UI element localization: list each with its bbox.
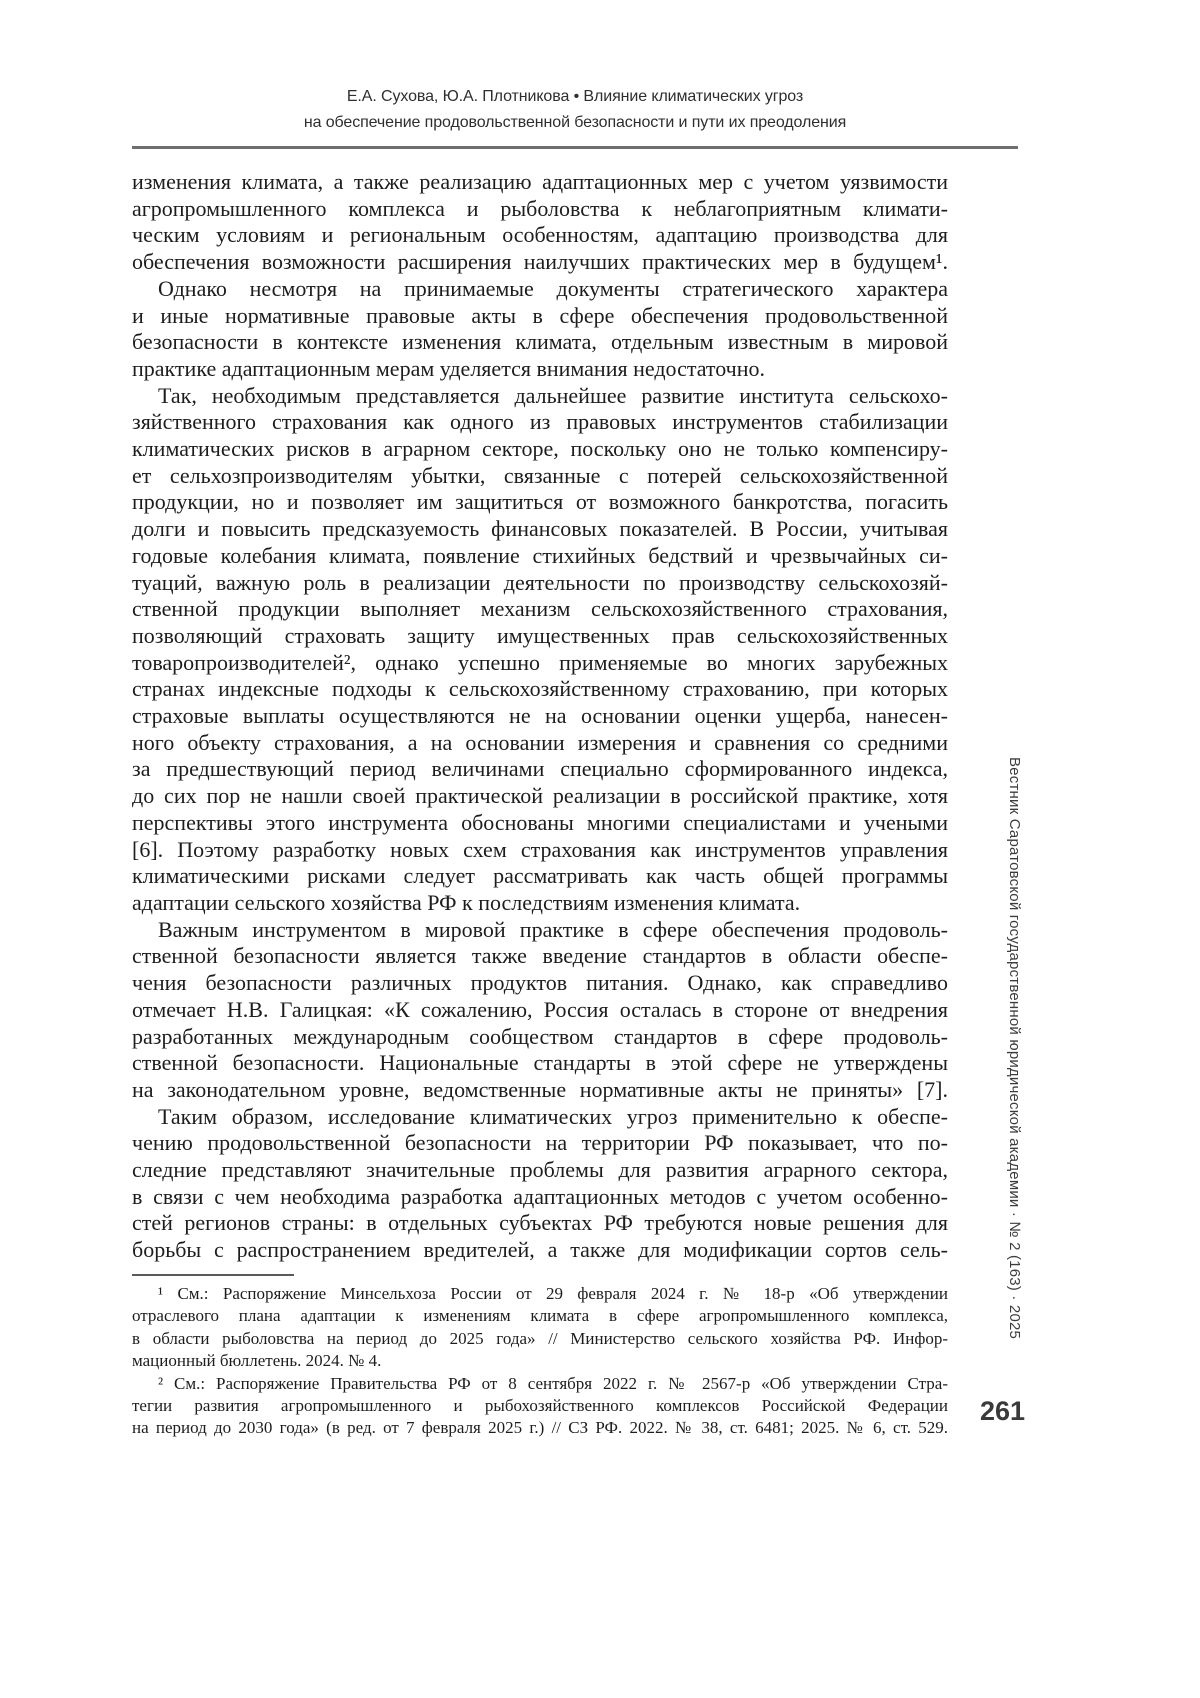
body-text-line: практике адаптационным мерам уделяется внимания недостаточно.: [132, 355, 766, 381]
journal-spine-title: Вестник Саратовской государственной юридической академии · № 2 (163) · 2025: [1006, 757, 1023, 1340]
footnote-separator: [132, 1274, 294, 1276]
body-text-line: странах индексные подходы к сельскохозяйственному страхованию, при которых: [132, 676, 948, 702]
body-text-line: следние представляют значительные проблемы для развития аграрного сектора,: [132, 1157, 948, 1183]
body-text-line: чения безопасности различных продуктов питания. Однако, как справедливо: [132, 970, 948, 996]
body-text-line: на законодательном уровне, ведомственные нормативные акты не приняты» [7].: [132, 1076, 948, 1102]
body-text-line: годовые колебания климата, появление стихийных бедствий и чрезвычайных си-: [132, 542, 948, 568]
footnote-line: ² См.: Распоряжение Правительства РФ от 8 сентября 2022 г. № 2567-р «Об утверждении Стра-: [158, 1373, 948, 1393]
body-text-line: зяйственного страхования как одного из правовых инструментов стабилизации: [132, 409, 948, 435]
body-text-line: страховые выплаты осуществляются не на основании оценки ущерба, нанесен-: [132, 703, 948, 729]
footnote-line: отраслевого плана адаптации к изменениям климата в сфере агропромышленного комплекса,: [132, 1306, 948, 1326]
body-text-line: товаропроизводителей², однако успешно применяемые во многих зарубежных: [132, 649, 948, 675]
body-text-line: борьбы с распространением вредителей, а также для модификации сортов сель-: [132, 1237, 948, 1263]
body-text-line: долги и повысить предсказуемость финансовых показателей. В России, учитывая: [132, 516, 948, 542]
body-text-line: за предшествующий период величинами специально сформированного индекса,: [132, 756, 948, 782]
running-header-title-line: на обеспечение продовольственной безопасности и пути их преодоления: [303, 114, 847, 131]
body-text-line: Однако несмотря на принимаемые документы стратегического характера: [158, 275, 948, 301]
body-text-line: ственной безопасности является также введение стандартов в области обеспе-: [132, 943, 948, 969]
body-text-line: обеспечения возможности расширения наилучших практических мер в будущем¹.: [132, 249, 948, 275]
body-text-line: [6]. Поэтому разработку новых схем страхования как инструментов управления: [132, 836, 948, 862]
body-text-line: агропромышленного комплекса и рыболовства к неблагоприятным климати-: [132, 195, 948, 221]
page-number: 261: [980, 1396, 1026, 1426]
body-text-line: разработанных международным сообществом стандартов в сфере продоволь-: [132, 1023, 948, 1049]
running-header: [132, 84, 1018, 136]
article-body: [132, 169, 948, 1264]
body-text-line: ного объекту страхования, а на основании измерения и сравнения со средними: [132, 729, 948, 755]
body-text-line: ственной безопасности. Национальные стандарты в этой сфере не утверждены: [132, 1050, 948, 1076]
body-text-line: адаптации сельского хозяйства РФ к последствиям изменения климата.: [132, 889, 801, 915]
footnote-line: ¹ См.: Распоряжение Минсельхоза России от 29 февраля 2024 г. № 18-р «Об утверждении: [158, 1284, 948, 1303]
body-text-line: стей регионов страны: в отдельных субъектах РФ требуются новые решения для: [132, 1210, 948, 1236]
footnote-line: в области рыболовства на период до 2025 года» // Министерство сельского хозяйства РФ. Инфор-: [132, 1328, 948, 1348]
body-text-line: климатических рисков в аграрном секторе, поскольку оно не только компенсиру-: [132, 436, 948, 462]
running-header-authors-line: Е.А. Сухова, Ю.А. Плотникова • Влияние климатических угроз: [346, 88, 804, 105]
body-text-line: продукции, но и позволяет им защититься от возможного банкротства, погасить: [132, 489, 948, 515]
body-text-line: до сих пор не нашли своей практической реализации в российской практике, хотя: [132, 783, 948, 809]
body-text-line: перспективы этого инструмента обоснованы многими специалистами и учеными: [132, 809, 948, 835]
body-text-line: туаций, важную роль в реализации деятельности по производству сельскохозяй-: [132, 569, 948, 595]
footnotes: [132, 1283, 948, 1440]
body-text-line: изменения климата, а также реализацию адаптационных мер с учетом уязвимости: [132, 169, 948, 194]
body-text-line: безопасности в контексте изменения климата, отдельным известным в мировой: [132, 329, 948, 355]
header-rule: [132, 146, 1018, 149]
body-text-line: Важным инструментом в мировой практике в сфере обеспечения продоволь-: [158, 916, 948, 942]
footnote-line: мационный бюллетень. 2024. № 4.: [132, 1351, 382, 1371]
body-text-line: Таким образом, исследование климатических угроз применительно к обеспе-: [158, 1103, 948, 1129]
body-text-line: ет сельхозпроизводителям убытки, связанные с потерей сельскохозяйственной: [132, 462, 948, 488]
body-text-line: позволяющий страховать защиту имущественных прав сельскохозяйственных: [132, 622, 948, 648]
body-text-line: отмечает Н.В. Галицкая: «К сожалению, Россия осталась в стороне от внедрения: [132, 996, 948, 1022]
footnote-line: тегии развития агропромышленного и рыбохозяйственного комплексов Российской Федерации: [132, 1396, 948, 1416]
body-text-line: Так, необходимым представляется дальнейшее развитие института сельскохо-: [158, 382, 948, 408]
body-text-line: климатическими рисками следует рассматривать как часть общей программы: [132, 863, 948, 889]
body-text-line: и иные нормативные правовые акты в сфере обеспечения продовольственной: [132, 302, 948, 328]
body-text-line: ческим условиям и региональным особенностям, адаптацию производства для: [132, 222, 948, 248]
body-text-line: чению продовольственной безопасности на территории РФ показывает, что по-: [132, 1130, 948, 1156]
body-text-line: в связи с чем необходима разработка адаптационных методов с учетом особенно-: [132, 1183, 948, 1209]
footnote-line: на период до 2030 года» (в ред. от 7 февраля 2025 г.) // СЗ РФ. 2022. № 38, ст. 6481; 2025. № 6, ст. 529.: [132, 1418, 948, 1438]
body-text-line: ственной продукции выполняет механизм сельскохозяйственного страхования,: [132, 596, 948, 622]
